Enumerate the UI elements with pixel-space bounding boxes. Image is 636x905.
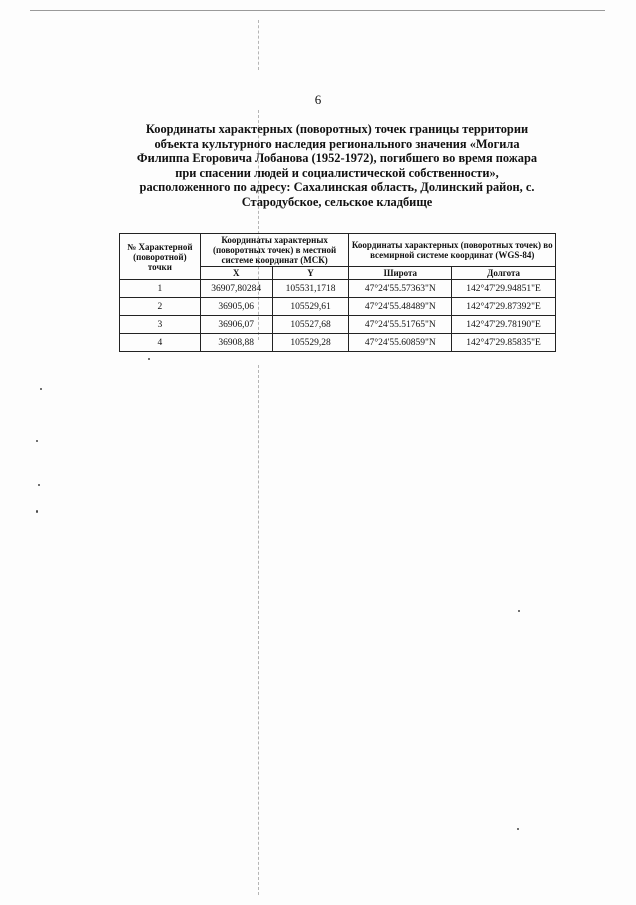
header-y: Y — [272, 267, 349, 280]
cell-longitude: 142°47'29.87392"E — [452, 298, 556, 316]
cell-longitude: 142°47'29.94851"E — [452, 280, 556, 298]
header-latitude: Широта — [349, 267, 452, 280]
title-line: Филиппа Егоровича Лобанова (1952-1972), погибшего во время пожара — [136, 151, 538, 166]
scan-top-edge — [30, 10, 605, 11]
cell-y: 105529,61 — [272, 298, 349, 316]
scan-speck — [36, 440, 38, 442]
title-line: при спасении людей и социалистической собственности», — [175, 165, 499, 180]
cell-longitude: 142°47'29.85835"E — [452, 334, 556, 352]
fold-line — [258, 365, 259, 895]
cell-point-number: 1 — [120, 280, 201, 298]
scan-speck — [40, 388, 42, 390]
scan-speck — [36, 510, 38, 513]
cell-longitude: 142°47'29.78190"E — [452, 316, 556, 334]
scan-speck — [518, 610, 520, 612]
scan-speck — [148, 358, 150, 360]
document-title — [112, 122, 562, 210]
cell-latitude: 47°24'55.51765"N — [349, 316, 452, 334]
scan-speck — [38, 484, 40, 486]
table-row — [120, 298, 556, 316]
cell-point-number: 2 — [120, 298, 201, 316]
table-row — [120, 280, 556, 298]
coordinates-table — [119, 233, 556, 352]
cell-x: 36905,06 — [200, 298, 272, 316]
header-msk-coordinates: Координаты характерных (поворотных точек) в местной системе координат (МСК) — [200, 234, 349, 267]
cell-x: 36907,80284 — [200, 280, 272, 298]
cell-y: 105527,68 — [272, 316, 349, 334]
title-line: Стародубское, сельское кладбище — [241, 194, 433, 209]
title-line: расположенного по адресу: Сахалинская область, Долинский район, с. — [139, 180, 535, 195]
cell-point-number: 4 — [120, 334, 201, 352]
cell-latitude: 47°24'55.60859"N — [349, 334, 452, 352]
cell-x: 36906,07 — [200, 316, 272, 334]
cell-point-number: 3 — [120, 316, 201, 334]
cell-latitude: 47°24'55.48489"N — [349, 298, 452, 316]
fold-line — [258, 20, 259, 70]
table-row — [120, 316, 556, 334]
table-row — [120, 334, 556, 352]
title-line: Координаты характерных (поворотных) точек границы территории — [145, 122, 529, 136]
header-x: X — [200, 267, 272, 280]
scan-speck — [517, 828, 519, 830]
header-longitude: Долгота — [452, 267, 556, 280]
page-number: 6 — [314, 92, 322, 107]
header-wgs84-coordinates: Координаты характерных (поворотных точек) во всемирной системе координат (WGS-84) — [349, 234, 556, 267]
cell-y: 105529,28 — [272, 334, 349, 352]
cell-x: 36908,88 — [200, 334, 272, 352]
header-point-number: № Характерной (поворотной) точки — [120, 234, 201, 280]
cell-y: 105531,1718 — [272, 280, 349, 298]
title-line: объекта культурного наследия регионального значения «Могила — [154, 136, 520, 151]
cell-latitude: 47°24'55.57363"N — [349, 280, 452, 298]
